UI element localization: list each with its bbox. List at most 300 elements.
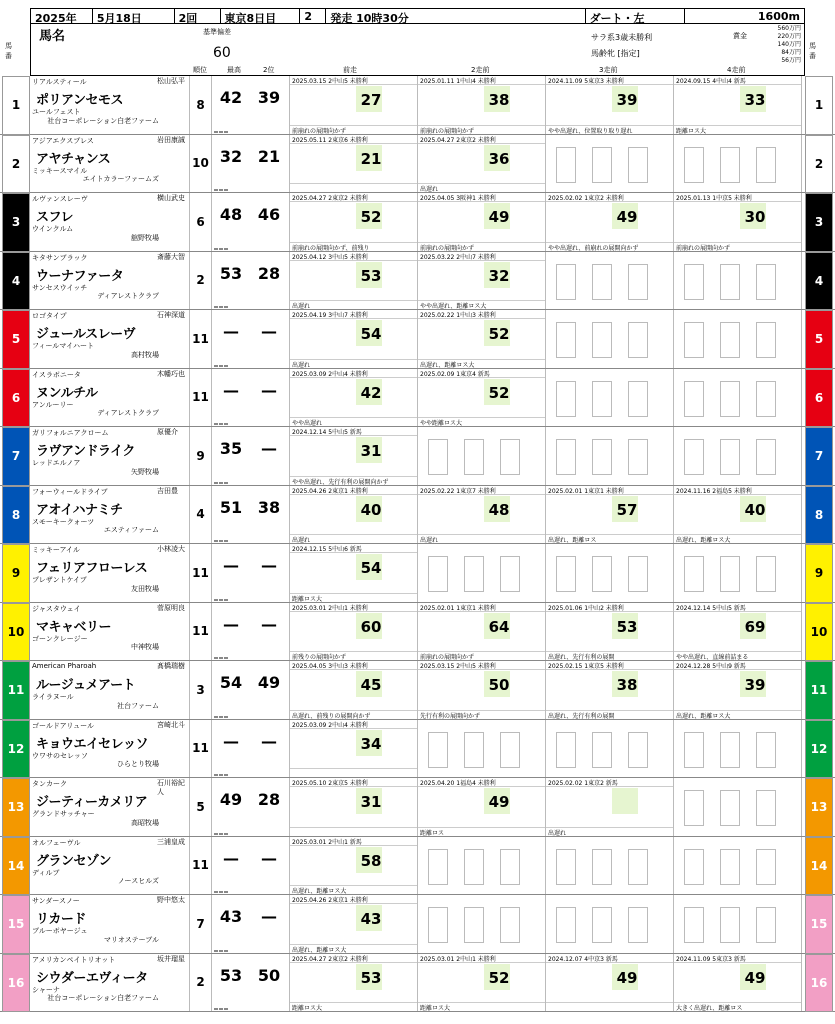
horse-number: 13 — [2, 778, 30, 837]
race-speed: 40 — [360, 500, 382, 519]
horse-row[interactable] — [0, 310, 835, 369]
empty-box — [756, 907, 776, 943]
horse-number: 2 — [805, 135, 833, 194]
sire-name: ロゴタイプ — [32, 312, 67, 320]
horse-row[interactable] — [0, 252, 835, 311]
horse-name[interactable]: アヤチャンス — [36, 151, 111, 167]
past-race-1[interactable] — [290, 544, 418, 602]
past-race-2[interactable] — [418, 486, 546, 544]
past-race-1[interactable] — [290, 252, 418, 310]
style-tags — [214, 365, 228, 367]
race-comment: 先行有利の展開向かず — [418, 710, 545, 719]
past-race-1[interactable] — [290, 661, 418, 719]
race-speed: 30 — [744, 208, 766, 226]
prev2-label: 2走前 — [471, 66, 490, 74]
second-score: — — [261, 848, 277, 868]
jockey-name: 石神深道 — [157, 311, 185, 319]
horse-row[interactable] — [0, 837, 835, 896]
horse-number: 1 — [2, 76, 30, 135]
horse-name[interactable]: スフレ — [36, 210, 73, 225]
second-score: — — [261, 439, 277, 458]
past-race-4[interactable] — [674, 310, 802, 368]
past-race-2[interactable] — [418, 895, 546, 953]
style-tag-mark — [214, 950, 218, 952]
past-race-2[interactable] — [418, 427, 546, 485]
dam-name: サンセスウイッチ — [32, 283, 88, 292]
race-comment: 出遅れ — [418, 183, 545, 192]
past-race-2[interactable] — [418, 661, 546, 719]
style-tag-mark — [219, 833, 223, 835]
dam-name: フィールマイハート — [32, 342, 95, 350]
horse-row[interactable] — [0, 895, 835, 954]
horse-name[interactable]: リカード — [36, 912, 86, 927]
past-race-3[interactable] — [546, 603, 674, 661]
horse-info[interactable] — [30, 76, 190, 134]
race-comment: 出遅れ、距離ロス大 — [674, 534, 801, 543]
past-race-2[interactable] — [418, 76, 546, 134]
past-race-2[interactable] — [418, 603, 546, 661]
race-speed: 39 — [616, 91, 638, 109]
dam-name: ウインクルム — [32, 225, 74, 233]
name-column-label: 馬名 — [39, 29, 66, 44]
empty-box — [720, 907, 740, 943]
speed-scores — [212, 837, 290, 895]
horse-row[interactable] — [0, 76, 835, 135]
breeder-name: 社台コーポレーション白老ファーム — [47, 116, 159, 125]
style-tag-mark — [224, 248, 228, 250]
past-race-3[interactable] — [546, 544, 674, 602]
style-tag-mark — [224, 833, 228, 835]
horse-name[interactable]: ポリアンセモス — [36, 93, 123, 108]
empty-box — [756, 732, 776, 768]
jockey-name: 宮崎北斗 — [157, 720, 185, 729]
speed-scores — [212, 369, 290, 427]
style-tags — [214, 482, 228, 484]
empty-box — [756, 381, 776, 417]
style-tags — [214, 774, 228, 776]
race-comment: 前崩れの展開向かず — [418, 125, 545, 134]
past-race-1[interactable] — [290, 369, 418, 427]
empty-box — [464, 732, 484, 768]
past-race-4[interactable] — [674, 427, 802, 485]
race-date: 2025.02.15 1東京5 未勝利 — [546, 661, 673, 670]
horse-name[interactable]: グランセゾン — [36, 853, 112, 869]
style-tags — [214, 1008, 228, 1010]
past-race-2[interactable] — [418, 778, 546, 836]
horse-name[interactable]: ウーナファータ — [36, 268, 124, 284]
horse-name[interactable]: シウダーエヴィータ — [36, 970, 148, 986]
empty-box — [556, 556, 576, 592]
best-score: 53 — [219, 965, 243, 985]
horse-info[interactable] — [30, 837, 190, 895]
horse-number: 2 — [2, 135, 30, 194]
empty-box — [428, 849, 448, 885]
horse-name[interactable]: ルージュメアート — [36, 678, 136, 693]
horse-name[interactable]: マキャベリー — [36, 619, 112, 635]
empty-box — [684, 381, 704, 417]
style-tag-mark — [219, 950, 223, 952]
horse-info[interactable] — [30, 135, 190, 193]
race-speed: 53 — [360, 266, 382, 285]
ba-label-right: 馬 — [809, 42, 816, 50]
speed-rank: 11 — [190, 369, 212, 427]
style-tags — [214, 716, 228, 718]
past-race-3[interactable] — [546, 837, 674, 895]
horse-info[interactable] — [30, 193, 190, 251]
empty-box — [428, 732, 448, 768]
past-race-4[interactable] — [674, 954, 802, 1012]
style-tag-mark — [214, 365, 218, 367]
jockey-name: 岩田康誠 — [157, 135, 185, 144]
race-comment: 距離ロス大 — [674, 125, 801, 134]
speed-scores — [212, 603, 290, 661]
horse-info[interactable] — [30, 661, 190, 719]
jockey-name: 原優介 — [157, 428, 178, 436]
race-date: 2025.01.06 1中山2 未勝利 — [546, 603, 673, 612]
horse-row[interactable] — [0, 720, 835, 779]
horse-row[interactable] — [0, 544, 835, 603]
past-race-2[interactable] — [418, 310, 546, 368]
style-tag-mark — [219, 891, 223, 893]
second-score: 28 — [257, 790, 281, 809]
race-date: 2025.04.05 3阪神1 未勝利 — [418, 193, 545, 202]
race-comment: 出遅れ、距離ロス — [546, 534, 673, 543]
past-race-3[interactable] — [546, 486, 674, 544]
breeder-name: 舘野牧場 — [131, 233, 159, 242]
past-race-3[interactable] — [546, 193, 674, 251]
horse-row[interactable] — [0, 954, 835, 1013]
empty-box — [556, 147, 576, 183]
best-score: 49 — [219, 790, 243, 809]
horse-info[interactable] — [30, 486, 190, 544]
horse-number: 3 — [805, 193, 833, 252]
past-race-4[interactable] — [674, 193, 802, 251]
race-comment: 出遅れ、距離ロス大 — [290, 944, 417, 953]
horse-row[interactable] — [0, 193, 835, 252]
best-label: 最高 — [227, 66, 241, 74]
style-tag-mark — [219, 774, 223, 776]
horse-info[interactable] — [30, 427, 190, 485]
race-date: 2025.03.01 2中山1 未勝利 — [290, 603, 417, 612]
race-speed: 52 — [360, 208, 382, 226]
horse-row[interactable] — [0, 135, 835, 194]
second-label: 2位 — [263, 66, 275, 74]
race-comment — [290, 183, 417, 192]
race-date: 2025.01.11 1中山4 未勝利 — [418, 76, 545, 85]
sire-name: アメリカンペイトリオット — [32, 955, 116, 964]
horse-number: 1 — [805, 76, 833, 135]
race-comment: やや出遅れ、前崩れの展開向かず — [546, 242, 673, 251]
race-date: 2025.04.05 3中山3 未勝利 — [290, 661, 417, 670]
speed-scores — [212, 76, 290, 134]
breeder-name: マリオステーブル — [103, 935, 159, 944]
race-date: 2025.04.26 2東京1 未勝利 — [290, 486, 417, 495]
past-race-3[interactable] — [546, 720, 674, 778]
past-race-2[interactable] — [418, 544, 546, 602]
style-tag-mark — [214, 1008, 218, 1010]
horse-name[interactable]: ヌンルチル — [36, 385, 98, 401]
header-course: ダート・左 — [586, 9, 686, 23]
sire-name: アジアエクスプレス — [32, 136, 94, 145]
empty-box — [592, 381, 612, 417]
past-race-2[interactable] — [418, 135, 546, 193]
race-date: 2025.03.09 2中山4 未勝利 — [290, 369, 417, 378]
speed-scores — [212, 544, 290, 602]
race-date: 2025.02.01 1東京1 未勝利 — [546, 486, 673, 495]
race-comment: 出遅れ — [418, 534, 545, 543]
past-race-1[interactable] — [290, 310, 418, 368]
speed-scores — [212, 427, 290, 485]
race-comment: 大きく出遅れ、距離ロス — [674, 1002, 801, 1011]
past-race-4[interactable] — [674, 895, 802, 953]
speed-rank: 10 — [190, 135, 212, 193]
race-comment: 距離ロス大 — [290, 1002, 417, 1011]
empty-box — [756, 147, 776, 183]
breeder-name: 矢野牧場 — [131, 467, 159, 476]
dam-name: プレザントケイブ — [32, 576, 87, 584]
ban-label-left: 番 — [5, 52, 12, 60]
style-tag-mark — [219, 716, 223, 718]
past-race-2[interactable] — [418, 954, 546, 1012]
race-comment: 前崩れの展開向かず — [418, 651, 545, 660]
past-race-4[interactable] — [674, 778, 802, 836]
race-date: 2024.09.15 4中山4 新馬 — [674, 76, 801, 85]
race-comment: 距離ロス大 — [290, 593, 417, 602]
race-date: 2025.02.02 1東京2 新馬 — [546, 778, 673, 787]
past-race-1[interactable] — [290, 193, 418, 251]
empty-box — [756, 849, 776, 885]
empty-box — [628, 849, 648, 885]
prev4-label: 4走前 — [727, 66, 746, 74]
race-condition-2: 馬齢牝 [指定] — [591, 49, 640, 58]
second-score: 39 — [257, 88, 281, 107]
second-score: — — [261, 380, 277, 400]
jockey-name: 石川裕紀人 — [157, 779, 185, 796]
style-tag-mark — [214, 248, 218, 250]
breeder-name: 高昭牧場 — [131, 818, 159, 827]
race-date: 2024.12.14 5中山5 新馬 — [290, 427, 417, 436]
prev1-label: 前走 — [343, 66, 357, 74]
best-score: 54 — [219, 673, 243, 692]
dam-name: ディルブ — [32, 868, 60, 877]
speed-box — [612, 788, 638, 814]
speed-rank: 3 — [190, 661, 212, 719]
empty-box — [684, 322, 704, 358]
horse-number: 8 — [2, 486, 30, 545]
horse-info[interactable] — [30, 544, 190, 602]
past-race-4[interactable] — [674, 720, 802, 778]
race-speed: 48 — [488, 500, 510, 519]
empty-box — [556, 264, 576, 300]
horse-row[interactable] — [0, 369, 835, 428]
race-comment — [290, 768, 417, 777]
speed-scores — [212, 895, 290, 953]
prize-1: 560万円 — [777, 25, 801, 32]
race-speed: 42 — [360, 383, 382, 402]
past-race-2[interactable] — [418, 720, 546, 778]
breeder-name: 社台コーポレーション白老ファーム — [47, 994, 159, 1002]
past-race-4[interactable] — [674, 661, 802, 719]
past-race-1[interactable] — [290, 427, 418, 485]
past-race-2[interactable] — [418, 193, 546, 251]
past-race-1[interactable] — [290, 837, 418, 895]
past-race-3[interactable] — [546, 661, 674, 719]
past-race-4[interactable] — [674, 486, 802, 544]
sire-name: リアルスティール — [32, 78, 87, 86]
empty-box — [720, 322, 740, 358]
sire-name: フォーウィールドライブ — [32, 487, 108, 496]
horse-row[interactable] — [0, 486, 835, 545]
horse-row[interactable] — [0, 427, 835, 486]
past-race-4[interactable] — [674, 76, 802, 134]
race-speed: 52 — [488, 968, 510, 987]
empty-box — [628, 147, 648, 183]
past-race-1[interactable] — [290, 954, 418, 1012]
horse-row[interactable] — [0, 778, 835, 837]
style-tag-mark — [214, 833, 218, 835]
horse-info[interactable] — [30, 720, 190, 778]
empty-box — [428, 439, 448, 475]
best-score: — — [223, 614, 239, 634]
race-date: 2025.05.10 2東京5 未勝利 — [290, 778, 417, 787]
race-comment: 出遅れ — [290, 359, 417, 368]
prev3-label: 3走前 — [599, 66, 618, 74]
horse-number: 3 — [2, 193, 30, 252]
past-race-4[interactable] — [674, 252, 802, 310]
speed-rank: 2 — [190, 954, 212, 1012]
style-tag-mark — [214, 131, 218, 133]
past-race-3[interactable] — [546, 310, 674, 368]
empty-box — [756, 322, 776, 358]
style-tags — [214, 131, 228, 133]
style-tag-mark — [219, 189, 223, 191]
race-comment: 前崩れの展開向かず、前残り — [290, 242, 417, 251]
empty-box — [592, 439, 612, 475]
style-tags — [214, 306, 228, 308]
past-race-4[interactable] — [674, 837, 802, 895]
jockey-name: 横山武史 — [157, 194, 185, 202]
race-speed: 49 — [488, 793, 510, 811]
past-race-1[interactable] — [290, 778, 418, 836]
past-race-3[interactable] — [546, 778, 674, 836]
race-date: 2025.04.27 2東京2 未勝利 — [290, 954, 417, 963]
style-tag-mark — [224, 482, 228, 484]
sire-name: オルフェーヴル — [32, 838, 81, 847]
style-tag-mark — [224, 774, 228, 776]
race-comment — [546, 1002, 673, 1011]
past-race-4[interactable] — [674, 369, 802, 427]
empty-box — [684, 439, 704, 475]
style-tag-mark — [224, 950, 228, 952]
horse-row[interactable] — [0, 603, 835, 662]
race-date: 2025.04.12 3中山5 未勝利 — [290, 252, 417, 261]
past-race-3[interactable] — [546, 954, 674, 1012]
past-race-3[interactable] — [546, 895, 674, 953]
past-race-1[interactable] — [290, 486, 418, 544]
race-date: 2025.03.09 2中山4 未勝利 — [290, 720, 417, 729]
horse-info[interactable] — [30, 252, 190, 310]
race-speed: 52 — [488, 383, 510, 402]
past-race-4[interactable] — [674, 135, 802, 193]
past-race-3[interactable] — [546, 76, 674, 134]
past-race-1[interactable] — [290, 603, 418, 661]
style-tag-mark — [214, 482, 218, 484]
past-race-2[interactable] — [418, 369, 546, 427]
speed-rank: 6 — [190, 193, 212, 251]
horse-number: 10 — [805, 603, 833, 662]
style-tag-mark — [224, 891, 228, 893]
breeder-name: ディアレストクラブ — [97, 292, 159, 300]
horse-info[interactable] — [30, 895, 190, 953]
dam-name: アンルーリー — [32, 400, 74, 409]
style-tag-mark — [219, 131, 223, 133]
header-distance: 1600m — [757, 10, 800, 23]
empty-box — [628, 907, 648, 943]
past-race-1[interactable] — [290, 135, 418, 193]
past-race-2[interactable] — [418, 837, 546, 895]
style-tag-mark — [219, 657, 223, 659]
breeder-name: ディアレストクラブ — [97, 409, 159, 417]
past-race-1[interactable] — [290, 895, 418, 953]
past-race-3[interactable] — [546, 427, 674, 485]
horse-info[interactable] — [30, 310, 190, 368]
best-score: 51 — [219, 497, 243, 517]
sire-name: ガリフォルニアクローム — [32, 429, 109, 437]
horse-info[interactable] — [30, 369, 190, 427]
horse-number: 5 — [2, 310, 30, 369]
horse-name[interactable]: ラヴアンドライク — [36, 444, 135, 459]
empty-box — [684, 907, 704, 943]
horse-name[interactable]: ジーティーカメリア — [36, 795, 148, 810]
race-comment: 距離ロス大 — [418, 1002, 545, 1011]
empty-box — [592, 907, 612, 943]
race-date: 2025.04.27 2東京2 未勝利 — [290, 193, 417, 202]
horse-name[interactable]: キョウエイセレッソ — [36, 736, 148, 752]
past-race-3[interactable] — [546, 252, 674, 310]
past-race-1[interactable] — [290, 76, 418, 134]
past-race-4[interactable] — [674, 544, 802, 602]
horse-name[interactable]: アオイハナミチ — [36, 502, 123, 518]
horse-info[interactable] — [30, 954, 190, 1012]
race-comment: やや出遅れ、先行有利の展開向かず — [290, 476, 417, 485]
past-race-3[interactable] — [546, 369, 674, 427]
best-score: — — [223, 380, 239, 400]
speed-scores — [212, 135, 290, 193]
second-score: 49 — [257, 673, 281, 692]
race-speed: 53 — [616, 617, 638, 636]
horse-row[interactable] — [0, 661, 835, 720]
past-race-2[interactable] — [418, 252, 546, 310]
dam-name: ミッキースマイル — [32, 166, 88, 175]
horse-number: 15 — [2, 895, 30, 954]
past-race-3[interactable] — [546, 135, 674, 193]
race-comment: 出遅れ、先行有利の展開 — [546, 710, 673, 719]
horse-info[interactable] — [30, 778, 190, 836]
horse-number: 11 — [2, 661, 30, 720]
second-score: — — [261, 614, 277, 634]
horse-info[interactable] — [30, 603, 190, 661]
past-race-1[interactable] — [290, 720, 418, 778]
prize-list — [761, 25, 801, 65]
jockey-name: 野中悠太 — [157, 896, 185, 904]
horse-name[interactable]: ジュールスレーヴ — [36, 327, 136, 342]
race-speed: 34 — [360, 734, 382, 753]
horse-name[interactable]: フェリアフローレス — [36, 561, 148, 576]
style-tags — [214, 833, 228, 835]
race-date: 2025.03.01 2中山1 新馬 — [290, 837, 417, 846]
past-race-4[interactable] — [674, 603, 802, 661]
breeder-name: エスティファーム — [103, 526, 159, 534]
